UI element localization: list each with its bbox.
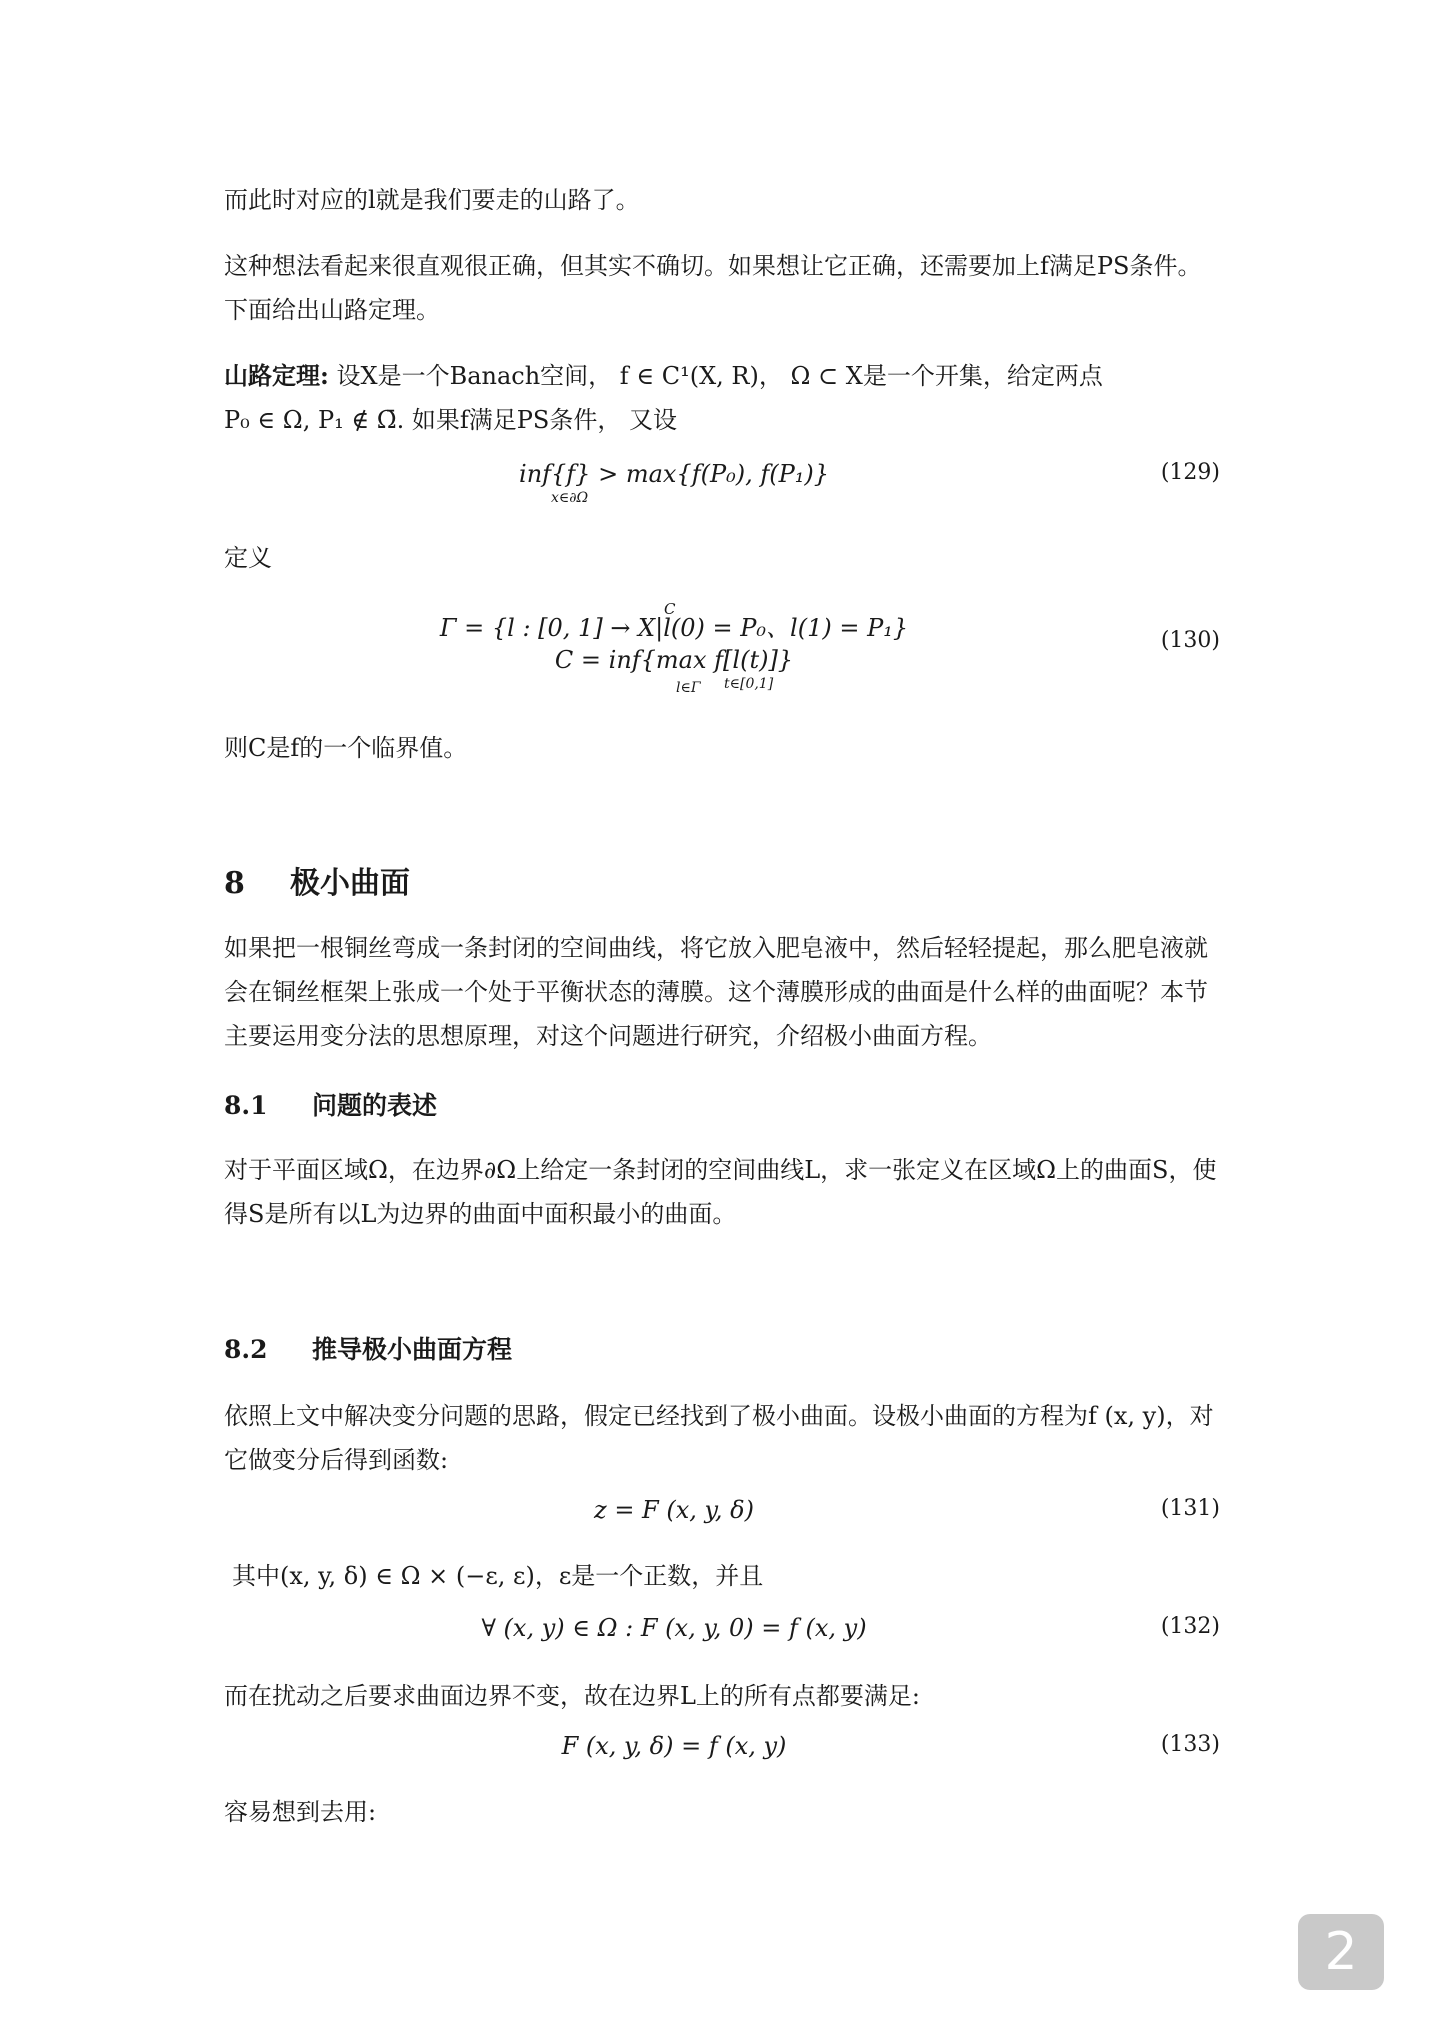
equation-133 <box>224 1732 1220 1772</box>
subsection-heading-8-1 <box>224 1086 437 1122</box>
paragraph-easy: 容易想到去用: <box>224 1798 377 1826</box>
subsection-title: 推导极小曲面方程 <box>312 1335 513 1364</box>
subsection-number: 8.1 <box>224 1091 268 1120</box>
subsection-heading-8-2 <box>224 1330 512 1366</box>
equation-number-130: (130) <box>1160 628 1220 653</box>
eq129-subscript: x∈∂Ω <box>551 490 589 506</box>
equation-130 <box>224 600 1220 698</box>
eq133-expression: F (x, y, δ) = f (x, y) <box>561 1732 787 1760</box>
equation-number-131: (131) <box>1160 1496 1220 1521</box>
subsection-number: 8.2 <box>224 1335 268 1364</box>
paragraph-mountain-path: 而此时对应的l就是我们要走的山路了。 <box>224 186 640 214</box>
paragraph-critical-value: 则C是f的一个临界值。 <box>224 734 468 762</box>
eq130-sub1: l∈Γ <box>676 680 701 696</box>
paragraph-boundary: 而在扰动之后要求曲面边界不变，故在边界L上的所有点都要满足: <box>224 1682 921 1710</box>
eq130-arrow-label: C <box>664 600 676 618</box>
equation-number-133: (133) <box>1160 1732 1220 1757</box>
theorem-line2: P₀ ∈ Ω, P₁ ∉ Ω̄. 如果f满足PS条件， 又设 <box>224 406 677 434</box>
theorem-line1: 设X是一个Banach空间， f ∈ C¹(X, R)， Ω ⊂ X是一个开集，给定两点 <box>328 362 1103 390</box>
section-heading-8 <box>224 858 410 902</box>
eq129-expression: inf{f} > max{f(P₀), f(P₁)} x∈∂Ω <box>519 460 829 506</box>
eq130-sub2: t∈[0,1] <box>724 676 774 692</box>
equation-129 <box>224 460 1220 510</box>
eq130-line1: Γ = {l : [0, 1] → X|l(0) = P₀、l(1) = P₁} <box>439 614 909 642</box>
theorem-label: 山路定理: <box>224 361 329 390</box>
eq130-line2: C = inf{max f[l(t)]} <box>554 646 794 674</box>
subsection-title: 问题的表述 <box>312 1091 438 1120</box>
paragraph-define: 定义 <box>224 544 272 572</box>
equation-number-129: (129) <box>1160 460 1220 485</box>
paragraph-where: 其中(x, y, δ) ∈ Ω × (−ε, ε)，ε是一个正数，并且 <box>232 1562 764 1590</box>
equation-131 <box>224 1496 1220 1536</box>
section-number: 8 <box>224 866 245 901</box>
paragraph-derivation: 依照上文中解决变分问题的思路，假定已经找到了极小曲面。设极小曲面的方程为f (x, y)，对它做变分后得到函数: <box>224 1402 1214 1474</box>
theorem-mountain-pass <box>224 354 1220 442</box>
paragraph-soap-film: 如果把一根铜丝弯成一条封闭的空间曲线，将它放入肥皂液中，然后轻轻提起，那么肥皂液就会在铜丝框架上张成一个处于平衡状态的薄膜。这个薄膜形成的曲面是什么样的曲面呢？本节主要运用变分法的思想原理，对这个问题进行研究，介绍极小曲面方程。 <box>224 934 1208 1050</box>
eq131-expression: z = F (x, y, δ) <box>594 1496 754 1524</box>
page-number-badge[interactable]: 2 <box>1298 1914 1384 1990</box>
equation-132 <box>224 1614 1220 1654</box>
paragraph-problem-statement: 对于平面区域Ω，在边界∂Ω上给定一条封闭的空间曲线L，求一张定义在区域Ω上的曲面S，使得S是所有以L为边界的曲面中面积最小的曲面。 <box>224 1156 1217 1228</box>
equation-number-132: (132) <box>1160 1614 1220 1639</box>
eq132-expression: ∀ (x, y) ∈ Ω : F (x, y, 0) = f (x, y) <box>481 1614 867 1642</box>
paragraph-intuition: 这种想法看起来很直观很正确，但其实不确切。如果想让它正确，还需要加上f满足PS条件。下面给出山路定理。 <box>224 252 1202 324</box>
section-title: 极小曲面 <box>290 866 410 901</box>
